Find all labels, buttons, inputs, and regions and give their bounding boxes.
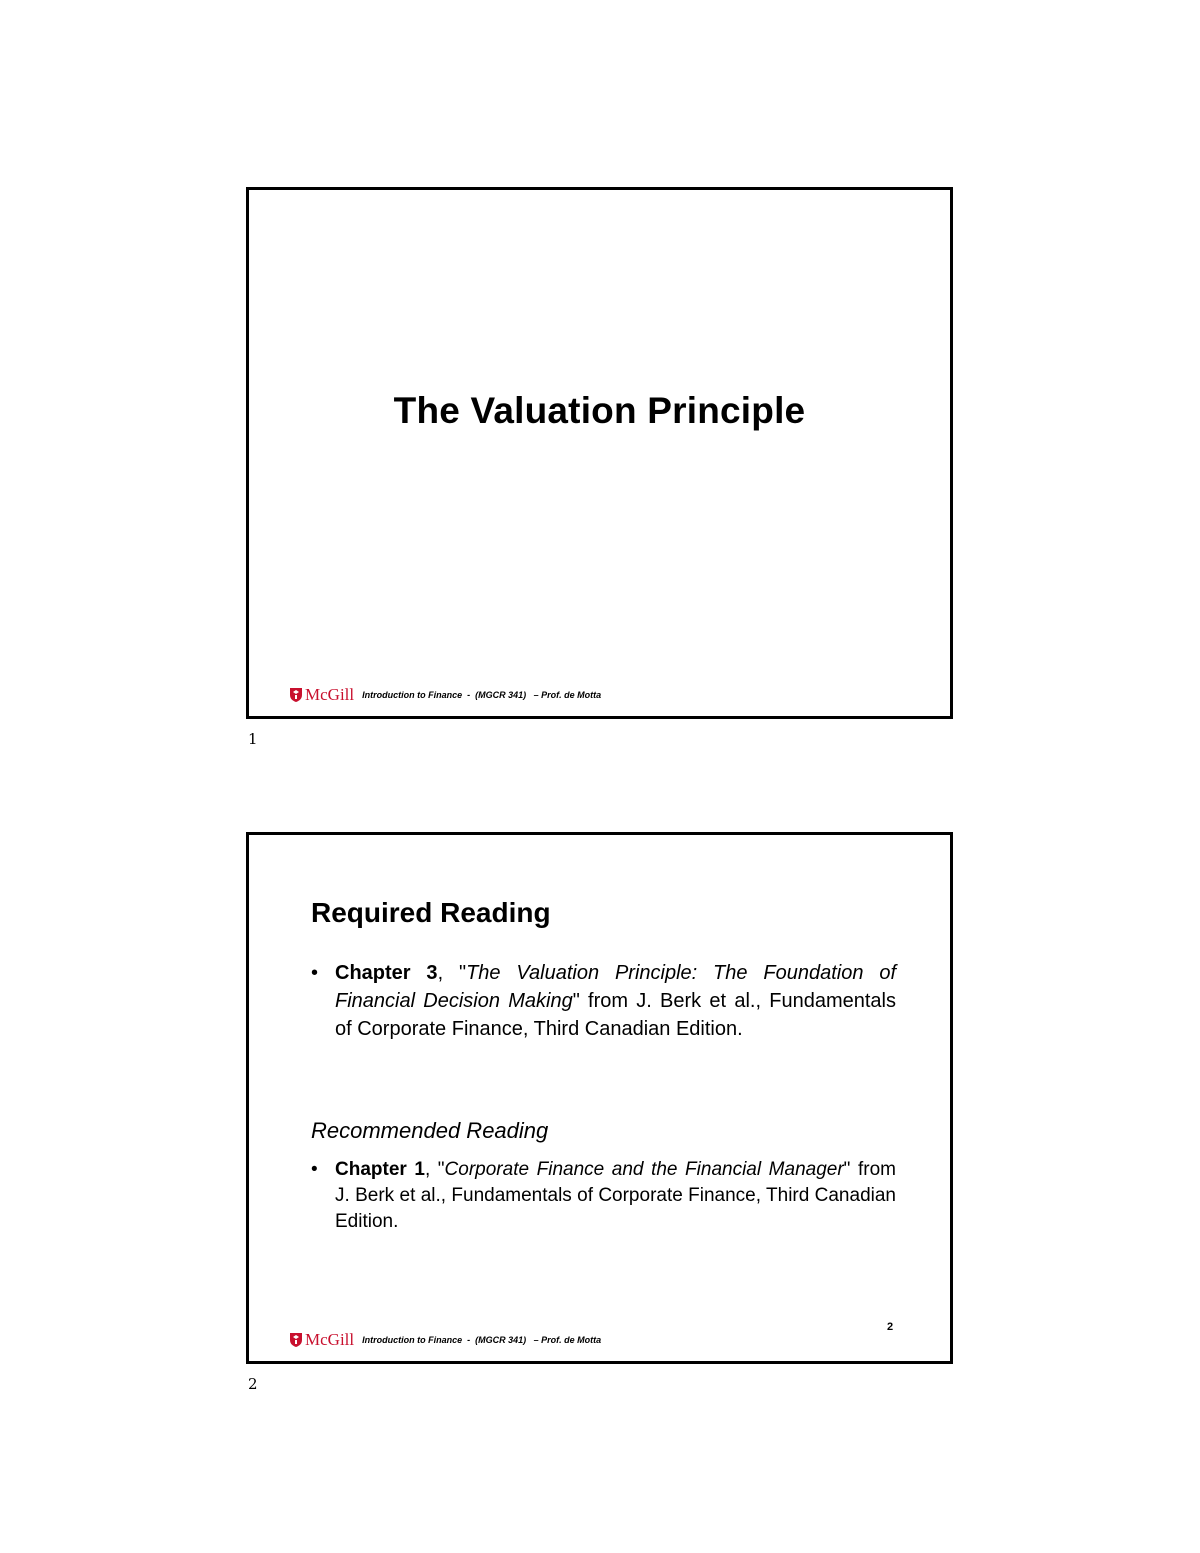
slide-footer (289, 685, 601, 705)
slide-footer (289, 1330, 601, 1350)
bullet-text (335, 1157, 896, 1235)
mcgill-crest-icon (289, 1332, 303, 1348)
chapter-title: The Valuation Principle: The Foundation of Financial Decision Making (335, 962, 897, 1012)
bullet-item (311, 1157, 896, 1235)
page-number: 1 (248, 730, 258, 748)
slide-2 (246, 832, 953, 1364)
quote-open: , " (424, 1159, 445, 1180)
bullet-item (311, 959, 896, 1043)
logo-text: McGill (305, 685, 355, 704)
page-number: 2 (248, 1375, 258, 1393)
course-text: Introduction to Finance - (MGCR 341) – Prof. de Motta (362, 1335, 602, 1345)
recommended-heading: Recommended Reading (311, 1118, 549, 1143)
mcgill-logo (289, 1330, 354, 1350)
citation-text: " from J. Berk et al., Fundamentals of Corporate Finance, Third Canadian Edition. (335, 990, 896, 1040)
citation-text: " from J. Berk et al., Fundamentals of Corporate Finance, Third Canadian Edition. (335, 1159, 896, 1232)
chapter-title: Corporate Finance and the Financial Manager (444, 1159, 844, 1180)
slide-1 (246, 187, 953, 719)
slide-title: The Valuation Principle (393, 390, 806, 431)
chapter-label: Chapter 1 (335, 1159, 425, 1180)
bullet-text (335, 959, 896, 1043)
course-text: Introduction to Finance - (MGCR 341) – Prof. de Motta (362, 690, 602, 700)
slide-number: 2 (887, 1321, 894, 1333)
bullet-marker: • (311, 1159, 318, 1180)
bullet-marker: • (311, 962, 319, 984)
quote-open: , " (437, 962, 467, 984)
slide-heading: Required Reading (311, 897, 551, 928)
mcgill-crest-icon (289, 687, 303, 703)
logo-text: McGill (305, 1330, 355, 1349)
chapter-label: Chapter 3 (335, 962, 438, 984)
mcgill-logo (289, 685, 354, 705)
